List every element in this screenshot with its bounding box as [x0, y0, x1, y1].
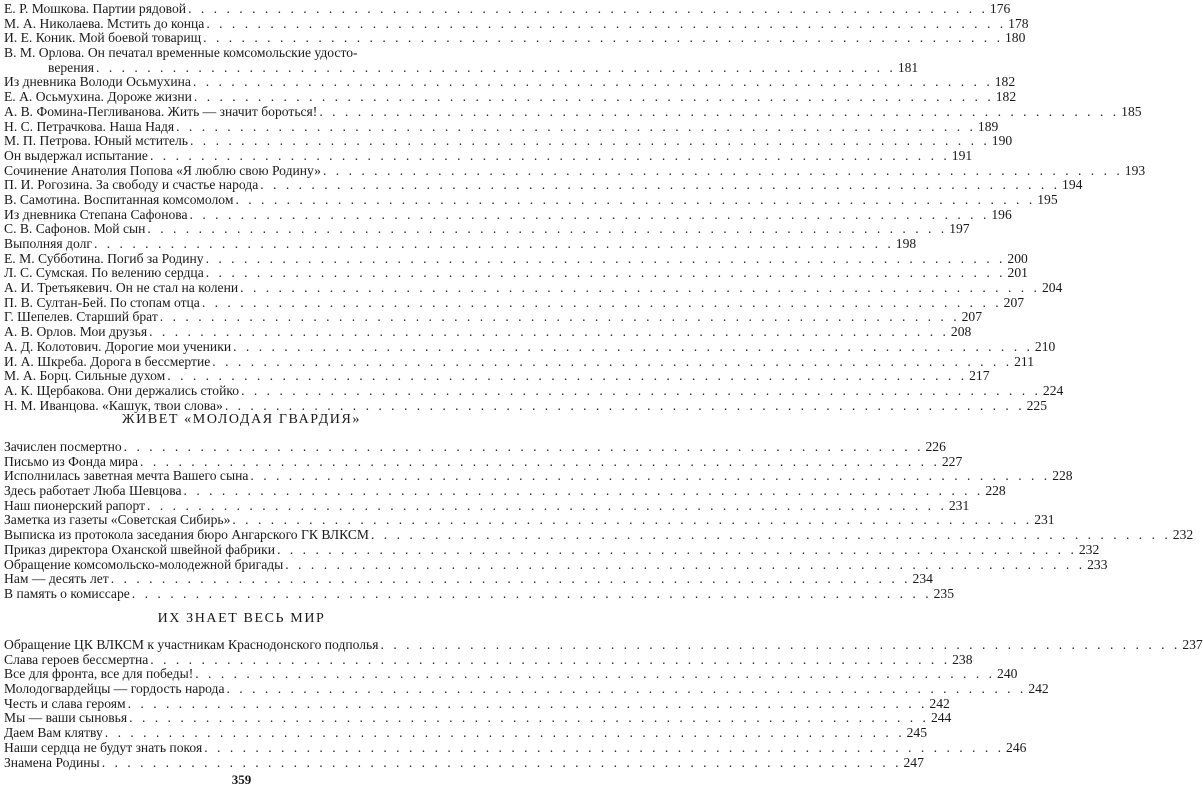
toc-entry-page: 191 — [951, 147, 973, 163]
toc-entry — [4, 681, 1049, 697]
dot-leader — [232, 513, 1032, 528]
dot-leader — [206, 17, 1006, 32]
toc-entry-title: П. В. Султан-Бей. По стопам отца — [4, 294, 200, 310]
toc-entry — [4, 162, 1146, 179]
toc-entry-page: 210 — [1034, 338, 1056, 354]
toc-entry-title-continued: верения — [48, 59, 95, 75]
toc-entry — [4, 497, 970, 514]
toc-entry-page: 242 — [929, 695, 950, 711]
toc-entry-page: 232 — [1078, 541, 1100, 557]
toc-entry-page: 180 — [1004, 30, 1026, 46]
dot-leader — [176, 120, 976, 135]
toc-entry — [4, 206, 1012, 223]
toc-entry-page: 233 — [1087, 556, 1108, 572]
toc-entry — [4, 1, 1011, 17]
toc-entry-title: Мы — ваши сыновья — [4, 710, 128, 726]
toc-entry — [4, 309, 982, 325]
toc-entry-page: 235 — [933, 585, 954, 601]
toc-entry-page: 193 — [1124, 162, 1146, 178]
toc-entry — [4, 89, 1017, 105]
toc-entry-page: 200 — [1007, 250, 1028, 266]
toc-entry-title: Заметка из газеты «Советская Сибирь» — [4, 512, 231, 528]
toc-entry — [4, 191, 1058, 208]
toc-entry-title: Нам — десять лет — [4, 571, 109, 587]
toc-entry-page: 182 — [995, 89, 1017, 105]
toc-entry — [4, 541, 1100, 558]
toc-entry-page: 194 — [1062, 177, 1083, 193]
toc-entry-title: В. Самотина. Воспитанная комсомолом — [4, 191, 234, 207]
toc-entry-page: 178 — [1008, 15, 1029, 31]
toc-entry — [4, 710, 952, 726]
toc-entry-page: 201 — [1007, 265, 1028, 281]
toc-entry-page: 208 — [950, 324, 972, 340]
toc-entry — [4, 74, 1016, 90]
toc-entry-page: 244 — [930, 710, 952, 726]
toc-entry-page: 231 — [948, 497, 970, 513]
toc-entry-page: 185 — [1121, 103, 1142, 119]
toc-entry-title: Н. С. Петрачкова. Наша Надя — [4, 118, 175, 134]
toc-entry-title: А. И. Третьякевич. Он не стал на колени — [4, 280, 239, 296]
dot-leader — [235, 193, 1035, 208]
toc-entry-title: М. П. Петрова. Юный мститель — [4, 133, 188, 149]
toc-entry — [4, 265, 1028, 281]
toc-entry-title: Письмо из Фонда мира — [4, 453, 139, 469]
dot-leader — [206, 252, 1006, 267]
toc-entry-title: Л. С. Сумская. По велению сердца — [4, 265, 204, 281]
toc-entry-title: А. Д. Колотович. Дорогие мои ученики — [4, 338, 232, 354]
toc-entry-title: Е. М. Субботина. Погиб за Родину — [4, 250, 204, 266]
toc-entry-page: 224 — [1042, 382, 1064, 398]
dot-leader — [94, 237, 894, 252]
toc-entry-title: Обращение комсомольско-молодежной бригады — [4, 556, 284, 572]
dot-leader — [323, 164, 1123, 179]
dot-leader — [190, 208, 990, 223]
dot-leader — [188, 2, 988, 17]
dot-leader — [233, 340, 1033, 355]
toc-entry-page: 226 — [925, 439, 946, 454]
dot-leader — [160, 310, 960, 325]
dot-leader — [203, 31, 1003, 46]
toc-entry-page: 240 — [997, 666, 1018, 682]
dot-leader — [129, 711, 929, 726]
toc-entry — [4, 45, 919, 75]
toc-entry-page: 207 — [1003, 294, 1025, 310]
toc-entry-title: Он выдержал испытание — [4, 147, 148, 163]
toc-entry-title: Из дневника Степана Сафонова — [4, 206, 188, 222]
dot-leader — [167, 369, 967, 384]
dot-leader — [212, 355, 1012, 370]
toc-entry-title: Даем Вам клятву — [4, 725, 103, 741]
toc-entry — [4, 368, 990, 384]
dot-leader — [193, 75, 993, 90]
toc-entry-page: 242 — [1028, 681, 1049, 697]
toc-entry-title: С. В. Сафонов. Мой сын — [4, 221, 146, 237]
toc-entry-title: Наш пионерский рапорт — [4, 497, 146, 513]
toc-entry — [4, 585, 954, 602]
toc-entry-title: И. А. Шкреба. Дорога в бессмертие — [4, 353, 211, 369]
toc-entry-title: Е. Р. Мошкова. Партии рядовой — [4, 1, 187, 16]
toc-entry — [4, 571, 933, 587]
dot-leader — [105, 726, 905, 741]
toc-entry-page: 189 — [977, 118, 999, 134]
toc-entry-page: 204 — [1041, 280, 1063, 296]
toc-entry-title: Зачислен посмертно — [4, 439, 122, 454]
dot-leader — [241, 384, 1041, 399]
dot-leader — [202, 296, 1002, 311]
toc-entry — [4, 512, 1055, 528]
toc-entry-title: В. М. Орлова. Он печатал временные комсомольские удосто- — [4, 45, 358, 61]
toc-entry — [4, 353, 1034, 370]
dot-leader — [96, 61, 896, 76]
dot-leader — [227, 682, 1027, 697]
toc-entry — [4, 739, 1027, 756]
toc-entry — [4, 250, 1028, 267]
toc-entry-page: 246 — [1006, 739, 1027, 755]
dot-leader — [190, 134, 990, 149]
toc-entry-page: 228 — [985, 483, 1006, 499]
dot-leader — [140, 455, 940, 470]
toc-entry — [4, 651, 973, 668]
toc-section-1 — [4, 1, 1146, 413]
section-heading-zhivet: ЖИВЕТ «МОЛОДАЯ ГВАРДИЯ» — [121, 412, 362, 427]
toc-entry-page: 195 — [1037, 191, 1058, 207]
dot-leader — [240, 281, 1040, 296]
toc-entry-title: Сочинение Анатолия Попова «Я люблю свою Родину» — [4, 162, 321, 178]
toc-entry-title: Е. А. Осьмухина. Дороже жизни — [4, 89, 192, 105]
toc-entry — [4, 324, 972, 340]
toc-entry-title: Из дневника Володи Осьмухина — [4, 74, 191, 90]
dot-leader — [102, 756, 902, 771]
toc-entry — [4, 221, 970, 237]
toc-entry — [4, 177, 1083, 193]
toc-entry-page: 225 — [1026, 397, 1048, 413]
toc-entry-page: 231 — [1034, 512, 1055, 528]
dot-leader — [184, 484, 984, 499]
dot-leader — [147, 499, 947, 514]
toc-entry-title: Выписка из протокола заседания бюро Ангарского ГК ВЛКСМ — [4, 527, 369, 543]
toc-entry-title: А. В. Фомина-Пегливанова. Жить — значит бороться! — [4, 103, 318, 119]
toc-entry-page: 198 — [895, 236, 917, 251]
toc-entry-title: Выполняя долг — [4, 236, 92, 251]
toc-entry — [4, 527, 1194, 543]
dot-leader — [149, 325, 949, 340]
toc-entry — [4, 439, 946, 455]
toc-entry-title: Г. Шепелев. Старший брат — [4, 309, 158, 325]
toc-entry — [4, 556, 1108, 573]
section-heading-ikh-znaet: ИХ ЗНАЕТ ВЕСЬ МИР — [157, 611, 326, 626]
dot-leader — [128, 697, 928, 712]
toc-entry-title: Слава героев бессмертна — [4, 651, 149, 667]
toc-entry — [4, 483, 1006, 499]
toc-entry-page: 207 — [961, 309, 982, 325]
toc-entry — [4, 666, 1018, 682]
toc-entry-title: А. В. Орлов. Мои друзья — [4, 324, 148, 340]
toc-entry-title: Все для фронта, все для победы! — [4, 666, 194, 682]
dot-leader — [204, 741, 1004, 756]
dot-leader — [206, 266, 1006, 281]
dot-leader — [285, 558, 1085, 573]
toc-entry — [4, 147, 973, 164]
dot-leader — [195, 667, 995, 682]
dot-leader — [150, 653, 950, 668]
toc-entry — [4, 468, 1073, 484]
toc-entry-page: 245 — [906, 725, 927, 741]
toc-entry-title: Н. М. Иванцова. «Кашук, твои слова» — [4, 397, 223, 413]
toc-entry-page: 196 — [991, 206, 1012, 222]
dot-leader — [371, 528, 1171, 543]
dot-leader — [250, 469, 1050, 484]
dot-leader — [147, 222, 947, 237]
toc-entry-title: Обращение ЦК ВЛКСМ к участникам Краснодонского подполья — [4, 637, 379, 652]
toc-entry — [4, 103, 1142, 120]
toc-entry-page: 247 — [903, 754, 924, 770]
toc-entry — [4, 294, 1025, 311]
toc-entry-title: Знамена Родины — [4, 754, 100, 770]
toc-entry — [4, 382, 1064, 399]
toc-entry-title: Наши сердца не будут знать покоя — [4, 739, 203, 755]
toc-entry-page: 227 — [941, 453, 963, 469]
toc-entry-page: 176 — [989, 1, 1011, 16]
toc-entry — [4, 637, 1203, 653]
toc-entry — [4, 15, 1029, 32]
toc-entry-title: М. А. Борц. Сильные духом — [4, 368, 166, 384]
toc-entry-title: Молодогвардейцы — гордость народа — [4, 681, 225, 697]
toc-entry-title: Здесь работает Люба Шевцова — [4, 483, 182, 499]
toc-entry-page: 211 — [1014, 353, 1034, 369]
toc-entry-title: Исполнилась заветная мечта Вашего сына — [4, 468, 249, 484]
toc-entry — [4, 725, 927, 741]
dot-leader — [194, 90, 994, 105]
toc-entry — [4, 754, 924, 771]
toc-entry-title: Приказ директора Оханской швейной фабрики — [4, 541, 276, 557]
dot-leader — [319, 105, 1119, 120]
dot-leader — [381, 638, 1181, 653]
toc-section-2 — [4, 439, 1194, 602]
dot-leader — [260, 178, 1060, 193]
dot-leader — [277, 543, 1077, 558]
toc-entry — [4, 133, 1013, 149]
toc-entry-title: Честь и слава героям — [4, 695, 126, 711]
toc-entry-title: И. Е. Коник. Мой боевой товарищ — [4, 30, 202, 46]
toc-entry-page: 190 — [991, 133, 1013, 149]
toc-entry-page: 217 — [969, 368, 990, 384]
toc-entry-title: П. И. Рогозина. За свободу и счастье народа — [4, 177, 259, 193]
dot-leader — [132, 587, 932, 602]
dot-leader — [111, 572, 911, 587]
toc-entry-page: 234 — [912, 571, 933, 587]
dot-leader — [150, 149, 950, 164]
dot-leader — [124, 440, 924, 455]
toc-entry-page: 181 — [897, 59, 919, 75]
toc-section-3 — [4, 637, 1203, 770]
toc-entry-page: 232 — [1172, 527, 1194, 543]
toc-entry-page: 182 — [994, 74, 1016, 90]
toc-entry — [4, 695, 950, 712]
toc-entry — [4, 338, 1056, 355]
toc-entry-page: 228 — [1052, 468, 1073, 484]
toc-entry-title: В память о комиссаре — [4, 585, 130, 601]
toc-entry — [4, 236, 917, 252]
toc-entry — [4, 280, 1063, 296]
toc-entry-page: 197 — [949, 221, 970, 237]
toc-entry — [4, 30, 1026, 46]
toc-entry-page: 237 — [1182, 637, 1203, 652]
page-number: 359 — [231, 772, 252, 787]
toc-entry-title: А. К. Щербакова. Они держались стойко — [4, 382, 240, 398]
toc-entry — [4, 453, 963, 470]
toc-entry-page: 238 — [952, 651, 973, 667]
toc-entry-title: М. А. Николаева. Мстить до конца — [4, 15, 205, 31]
toc-entry — [4, 118, 999, 135]
